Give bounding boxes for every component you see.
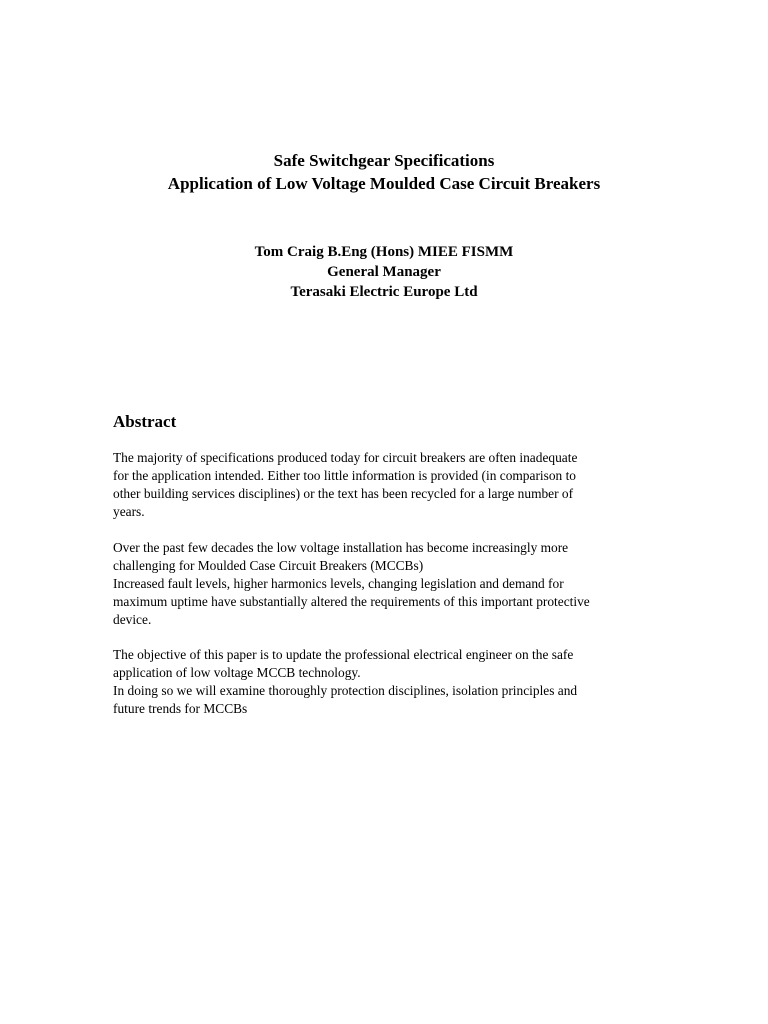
text-line: The objective of this paper is to update the professional electrical engineer on the safe [113,647,574,662]
abstract-paragraph-1 [113,449,661,521]
title-line-2: Application of Low Voltage Moulded Case Circuit Breakers [167,174,601,193]
text-line: for the application intended. Either too little information is provided (in comparison to [113,468,576,483]
text-line: application of low voltage MCCB technology. [113,665,361,680]
title-line-1: Safe Switchgear Specifications [273,151,495,170]
author-name: Tom Craig B.Eng (Hons) MIEE FISMM [254,244,514,260]
text-line: device. [113,612,152,627]
text-line: years. [113,504,145,519]
document-title [0,149,768,195]
author-company: Terasaki Electric Europe Ltd [290,284,478,300]
abstract-heading: Abstract [113,412,177,431]
text-line: maximum uptime have substantially altered the requirements of this important protective [113,594,590,609]
abstract-paragraph-2 [113,539,661,629]
text-line: The majority of specifications produced today for circuit breakers are often inadequate [113,450,578,465]
text-line: Increased fault levels, higher harmonics levels, changing legislation and demand for [113,576,564,591]
text-line: future trends for MCCBs [113,701,248,716]
text-line: Over the past few decades the low voltage installation has become increasingly more [113,540,569,555]
text-line: challenging for Moulded Case Circuit Breakers (MCCBs) [113,558,424,573]
author-block [0,242,768,302]
author-role: General Manager [327,264,441,280]
text-line: In doing so we will examine thoroughly protection disciplines, isolation principles and [113,683,578,698]
text-line: other building services disciplines) or the text has been recycled for a large number of [113,486,574,501]
abstract-paragraph-3 [113,646,661,718]
